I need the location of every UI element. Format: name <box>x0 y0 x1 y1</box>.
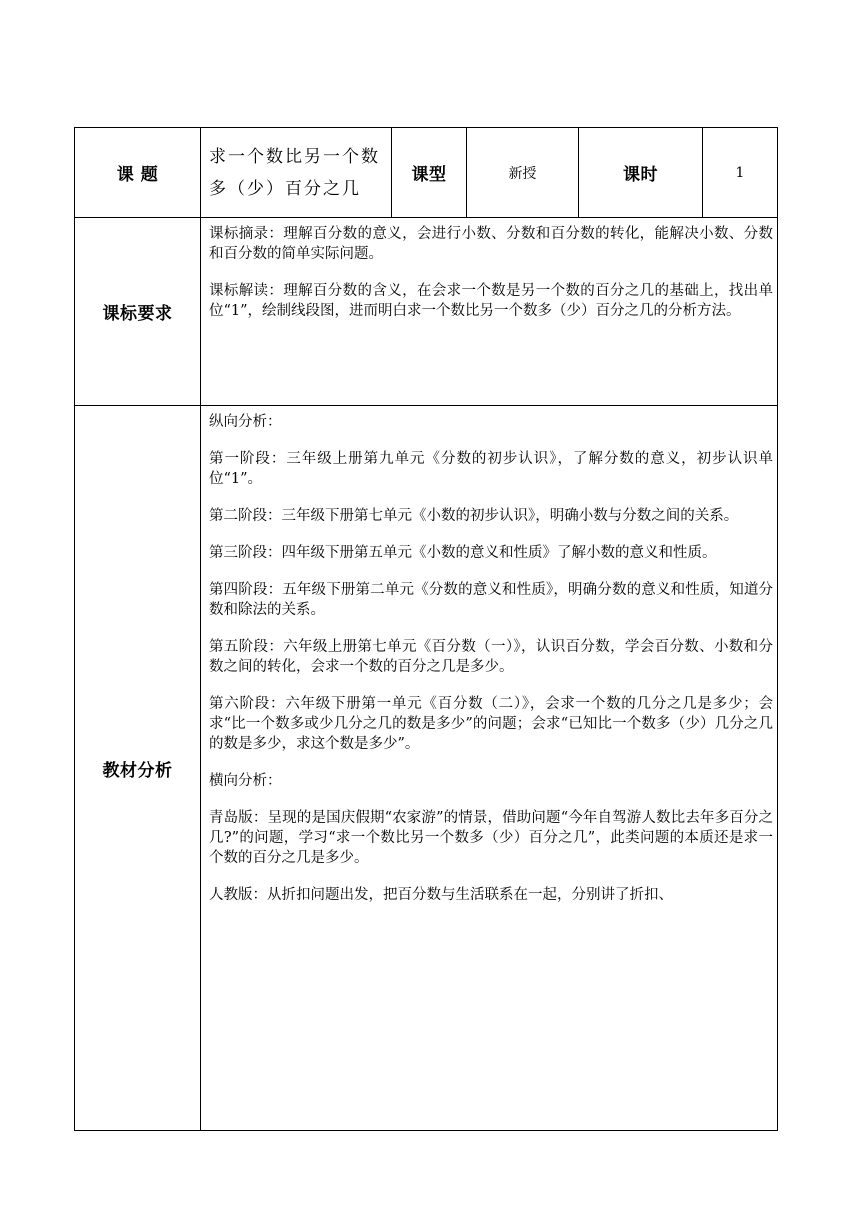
analysis-paragraph: 第六阶段：六年级下册第一单元《百分数（二）》，会求一个数的几分之几是多少；会求“比一个数多或少几分之几的数是多少”的问题；会求“已知比一个数多（少）几分之几的数是多少，求这个数是多少”。 <box>209 696 773 752</box>
type-value: 新授 <box>467 128 579 218</box>
header-row <box>75 128 778 218</box>
analysis-paragraph: 第四阶段：五年级下册第二单元《分数的意义和性质》，明确分数的意义和性质，知道分数和除法的关系。 <box>209 582 773 618</box>
analysis-paragraph: 人教版：从折扣问题出发，把百分数与生活联系在一起，分别讲了折扣、 <box>209 887 673 903</box>
standards-excerpt: 课标摘录：理解百分数的意义，会进行小数、分数和百分数的转化，能解决小数、分数和百分数的简单实际问题。 <box>209 226 773 262</box>
analysis-paragraph: 第二阶段：三年级下册第七单元《小数的初步认识》，明确小数与分数之间的关系。 <box>209 508 739 524</box>
type-label: 课型 <box>392 128 467 218</box>
analysis-row <box>75 406 778 1131</box>
period-label: 课时 <box>579 128 703 218</box>
standards-interpretation: 课标解读：理解百分数的含义，在会求一个数是另一个数的百分之几的基础上，找出单位“1”，绘制线段图，进而明白求一个数比另一个数多（少）百分之几的分析方法。 <box>209 283 773 319</box>
analysis-paragraph: 青岛版：呈现的是国庆假期“农家游”的情景，借助问题“今年自驾游人数比去年多百分之几?”的问题，学习“求一个数比另一个数多（少）百分之几”，此类问题的本质还是求一个数的百分之几是多少。 <box>209 810 773 866</box>
analysis-text <box>209 412 773 1124</box>
analysis-paragraph: 第一阶段：三年级上册第九单元《分数的初步认识》，了解分数的意义，初步认识单位“1”。 <box>209 451 773 487</box>
analysis-paragraph: 第三阶段：四年级下册第五单元《小数的意义和性质》了解小数的意义和性质。 <box>209 545 717 561</box>
analysis-paragraph: 纵向分析： <box>209 414 282 430</box>
analysis-label: 教材分析 <box>75 406 201 1131</box>
standards-content <box>201 218 778 406</box>
standards-row <box>75 218 778 406</box>
standards-label: 课标要求 <box>75 218 201 406</box>
analysis-content <box>201 406 778 1131</box>
analysis-paragraph: 横向分析： <box>209 773 282 789</box>
period-value: 1 <box>703 128 778 218</box>
topic-value: 求一个数比另一个数多（少）百分之几 <box>201 128 392 218</box>
topic-label: 课 题 <box>75 128 201 218</box>
lesson-plan-table <box>74 127 778 1131</box>
analysis-paragraph: 第五阶段：六年级上册第七单元《百分数（一）》，认识百分数，学会百分数、小数和分数之间的转化，会求一个数的百分之几是多少。 <box>209 639 773 675</box>
